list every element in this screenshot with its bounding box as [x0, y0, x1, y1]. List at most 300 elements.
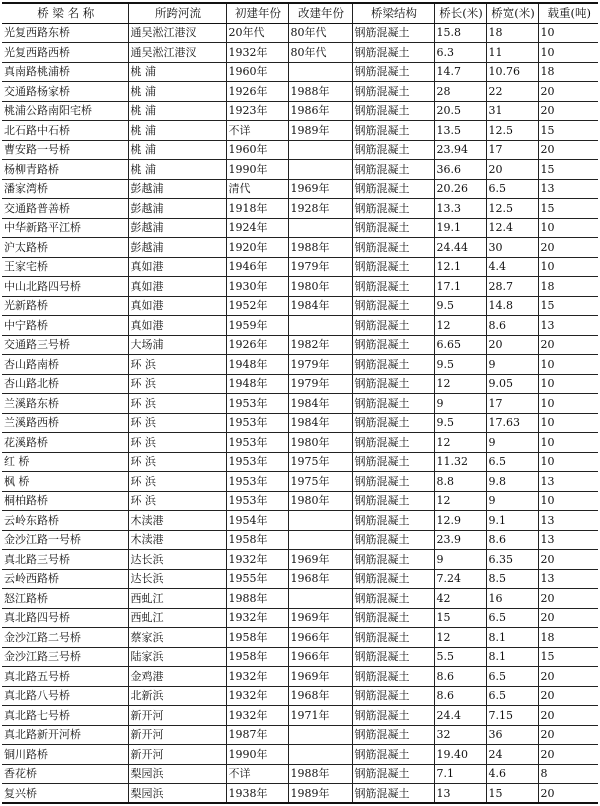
cell-bridge-name: 光新路桥 [2, 296, 128, 316]
header-width: 桥宽(米) [486, 3, 538, 23]
cell-rebuilt-year: 1989年 [288, 784, 352, 804]
cell-width: 6.5 [486, 667, 538, 687]
table-row [2, 335, 598, 355]
cell-structure: 钢筋混凝土 [352, 686, 434, 706]
cell-load: 20 [538, 101, 598, 121]
cell-length: 5.5 [434, 647, 486, 667]
cell-river: 木渎港 [128, 530, 226, 550]
cell-river: 真如港 [128, 296, 226, 316]
cell-length: 9.5 [434, 413, 486, 433]
cell-rebuilt-year: 1975年 [288, 452, 352, 472]
cell-river: 桃 浦 [128, 82, 226, 102]
cell-rebuilt-year: 1989年 [288, 121, 352, 141]
cell-load: 18 [538, 628, 598, 648]
table-row [2, 218, 598, 238]
table-row [2, 316, 598, 336]
cell-rebuilt-year: 1975年 [288, 472, 352, 492]
cell-rebuilt-year: 1988年 [288, 764, 352, 784]
cell-built-year: 1924年 [226, 218, 288, 238]
cell-river: 金鸡港 [128, 667, 226, 687]
table-row [2, 140, 598, 160]
bridge-table-page [2, 2, 598, 804]
cell-river: 真如港 [128, 257, 226, 277]
cell-bridge-name: 香花桥 [2, 764, 128, 784]
cell-rebuilt-year: 1968年 [288, 569, 352, 589]
cell-river: 陆家浜 [128, 647, 226, 667]
table-row [2, 530, 598, 550]
cell-structure: 钢筋混凝土 [352, 140, 434, 160]
cell-length: 28 [434, 82, 486, 102]
cell-bridge-name: 杨柳青路桥 [2, 160, 128, 180]
cell-bridge-name: 桐柏路桥 [2, 491, 128, 511]
cell-length: 12 [434, 374, 486, 394]
cell-built-year: 1960年 [226, 140, 288, 160]
cell-river: 西虬江 [128, 608, 226, 628]
cell-width: 8.6 [486, 316, 538, 336]
cell-river: 桃 浦 [128, 160, 226, 180]
cell-load: 13 [538, 511, 598, 531]
cell-bridge-name: 云岭东路桥 [2, 511, 128, 531]
table-row [2, 550, 598, 570]
table-row [2, 647, 598, 667]
cell-width: 17 [486, 394, 538, 414]
cell-load: 10 [538, 491, 598, 511]
table-row [2, 491, 598, 511]
cell-rebuilt-year: 1979年 [288, 355, 352, 375]
cell-rebuilt-year: 80年代 [288, 23, 352, 43]
cell-length: 7.1 [434, 764, 486, 784]
cell-bridge-name: 中山北路四号桥 [2, 277, 128, 297]
cell-river: 彭越浦 [128, 218, 226, 238]
cell-rebuilt-year: 1988年 [288, 82, 352, 102]
cell-structure: 钢筋混凝土 [352, 23, 434, 43]
table-row [2, 764, 598, 784]
cell-rebuilt-year [288, 316, 352, 336]
cell-structure: 钢筋混凝土 [352, 764, 434, 784]
cell-bridge-name: 北石路中石桥 [2, 121, 128, 141]
cell-load: 15 [538, 160, 598, 180]
table-row [2, 784, 598, 804]
cell-river: 桃 浦 [128, 62, 226, 82]
cell-load: 10 [538, 355, 598, 375]
cell-built-year: 1932年 [226, 550, 288, 570]
cell-bridge-name: 复兴桥 [2, 784, 128, 804]
cell-bridge-name: 真北路四号桥 [2, 608, 128, 628]
cell-load: 15 [538, 647, 598, 667]
cell-bridge-name: 真北路三号桥 [2, 550, 128, 570]
cell-length: 24.4 [434, 706, 486, 726]
cell-load: 15 [538, 296, 598, 316]
cell-river: 环 浜 [128, 452, 226, 472]
cell-length: 20.26 [434, 179, 486, 199]
cell-built-year: 1953年 [226, 394, 288, 414]
cell-built-year: 1932年 [226, 43, 288, 63]
cell-width: 15 [486, 784, 538, 804]
cell-structure: 钢筋混凝土 [352, 608, 434, 628]
cell-rebuilt-year: 1969年 [288, 608, 352, 628]
cell-rebuilt-year: 1986年 [288, 101, 352, 121]
cell-length: 13 [434, 784, 486, 804]
header-built-year: 初建年份 [226, 3, 288, 23]
cell-built-year: 1923年 [226, 101, 288, 121]
cell-width: 14.8 [486, 296, 538, 316]
cell-rebuilt-year: 1979年 [288, 257, 352, 277]
cell-length: 15.8 [434, 23, 486, 43]
cell-structure: 钢筋混凝土 [352, 745, 434, 765]
cell-structure: 钢筋混凝土 [352, 452, 434, 472]
cell-bridge-name: 桃浦公路南阳宅桥 [2, 101, 128, 121]
cell-bridge-name: 真北路七号桥 [2, 706, 128, 726]
cell-built-year: 不详 [226, 764, 288, 784]
cell-built-year: 1953年 [226, 413, 288, 433]
cell-built-year: 1990年 [226, 745, 288, 765]
cell-bridge-name: 金沙江路二号桥 [2, 628, 128, 648]
cell-built-year: 1953年 [226, 452, 288, 472]
cell-bridge-name: 中华新路平江桥 [2, 218, 128, 238]
cell-length: 13.3 [434, 199, 486, 219]
cell-structure: 钢筋混凝土 [352, 316, 434, 336]
cell-structure: 钢筋混凝土 [352, 647, 434, 667]
cell-length: 12.9 [434, 511, 486, 531]
cell-rebuilt-year: 1984年 [288, 394, 352, 414]
table-row [2, 257, 598, 277]
cell-built-year: 1926年 [226, 335, 288, 355]
cell-width: 8.6 [486, 530, 538, 550]
cell-rebuilt-year: 80年代 [288, 43, 352, 63]
cell-rebuilt-year [288, 725, 352, 745]
cell-structure: 钢筋混凝土 [352, 101, 434, 121]
cell-load: 13 [538, 530, 598, 550]
cell-bridge-name: 杏山路北桥 [2, 374, 128, 394]
cell-load: 15 [538, 121, 598, 141]
cell-built-year: 1930年 [226, 277, 288, 297]
cell-built-year: 1953年 [226, 491, 288, 511]
cell-rebuilt-year: 1984年 [288, 296, 352, 316]
cell-structure: 钢筋混凝土 [352, 179, 434, 199]
cell-river: 梨园浜 [128, 764, 226, 784]
table-row [2, 667, 598, 687]
cell-structure: 钢筋混凝土 [352, 335, 434, 355]
cell-length: 32 [434, 725, 486, 745]
cell-river: 达长浜 [128, 550, 226, 570]
cell-built-year: 1987年 [226, 725, 288, 745]
cell-load: 20 [538, 725, 598, 745]
cell-bridge-name: 怒江路桥 [2, 589, 128, 609]
cell-structure: 钢筋混凝土 [352, 121, 434, 141]
cell-load: 10 [538, 433, 598, 453]
cell-built-year: 1948年 [226, 355, 288, 375]
cell-river: 桃 浦 [128, 140, 226, 160]
cell-built-year: 1953年 [226, 472, 288, 492]
table-row [2, 511, 598, 531]
header-rebuilt-year: 改建年份 [288, 3, 352, 23]
cell-load: 20 [538, 686, 598, 706]
header-structure: 桥梁结构 [352, 3, 434, 23]
cell-length: 14.7 [434, 62, 486, 82]
cell-structure: 钢筋混凝土 [352, 628, 434, 648]
cell-load: 10 [538, 394, 598, 414]
table-row [2, 569, 598, 589]
cell-load: 18 [538, 277, 598, 297]
cell-load: 20 [538, 784, 598, 804]
cell-structure: 钢筋混凝土 [352, 257, 434, 277]
cell-width: 24 [486, 745, 538, 765]
cell-load: 20 [538, 550, 598, 570]
cell-bridge-name: 兰溪路西桥 [2, 413, 128, 433]
cell-width: 20 [486, 160, 538, 180]
cell-rebuilt-year: 1980年 [288, 277, 352, 297]
cell-river: 北新浜 [128, 686, 226, 706]
cell-bridge-name: 交通路杨家桥 [2, 82, 128, 102]
cell-load: 15 [538, 199, 598, 219]
table-header [2, 3, 598, 23]
cell-structure: 钢筋混凝土 [352, 355, 434, 375]
cell-structure: 钢筋混凝土 [352, 472, 434, 492]
table-row [2, 745, 598, 765]
cell-structure: 钢筋混凝土 [352, 725, 434, 745]
cell-built-year: 清代 [226, 179, 288, 199]
table-row [2, 296, 598, 316]
cell-width: 22 [486, 82, 538, 102]
cell-built-year: 1938年 [226, 784, 288, 804]
table-row [2, 706, 598, 726]
cell-length: 12 [434, 316, 486, 336]
cell-length: 9.5 [434, 296, 486, 316]
table-row [2, 23, 598, 43]
cell-bridge-name: 云岭西路桥 [2, 569, 128, 589]
cell-structure: 钢筋混凝土 [352, 277, 434, 297]
cell-structure: 钢筋混凝土 [352, 238, 434, 258]
cell-bridge-name: 曹安路一号桥 [2, 140, 128, 160]
table-row [2, 589, 598, 609]
cell-structure: 钢筋混凝土 [352, 394, 434, 414]
cell-built-year: 1960年 [226, 62, 288, 82]
cell-load: 10 [538, 23, 598, 43]
cell-load: 13 [538, 569, 598, 589]
cell-structure: 钢筋混凝土 [352, 199, 434, 219]
cell-load: 10 [538, 413, 598, 433]
cell-length: 9 [434, 550, 486, 570]
cell-river: 桃 浦 [128, 121, 226, 141]
cell-width: 11 [486, 43, 538, 63]
cell-load: 10 [538, 452, 598, 472]
table-row [2, 686, 598, 706]
cell-structure: 钢筋混凝土 [352, 667, 434, 687]
cell-river: 彭越浦 [128, 199, 226, 219]
cell-length: 11.32 [434, 452, 486, 472]
cell-river: 真如港 [128, 316, 226, 336]
cell-river: 木渎港 [128, 511, 226, 531]
cell-bridge-name: 真北路新开河桥 [2, 725, 128, 745]
cell-load: 13 [538, 179, 598, 199]
cell-river: 西虬江 [128, 589, 226, 609]
cell-width: 28.7 [486, 277, 538, 297]
table-row [2, 62, 598, 82]
cell-structure: 钢筋混凝土 [352, 82, 434, 102]
cell-width: 8.1 [486, 628, 538, 648]
cell-built-year: 1954年 [226, 511, 288, 531]
cell-width: 12.5 [486, 199, 538, 219]
cell-bridge-name: 光复西路东桥 [2, 23, 128, 43]
cell-rebuilt-year: 1971年 [288, 706, 352, 726]
cell-width: 6.5 [486, 179, 538, 199]
cell-length: 23.9 [434, 530, 486, 550]
cell-load: 20 [538, 335, 598, 355]
cell-length: 9.5 [434, 355, 486, 375]
table-row [2, 374, 598, 394]
cell-width: 30 [486, 238, 538, 258]
cell-rebuilt-year: 1979年 [288, 374, 352, 394]
cell-built-year: 1958年 [226, 530, 288, 550]
cell-structure: 钢筋混凝土 [352, 43, 434, 63]
table-row [2, 43, 598, 63]
cell-built-year: 1990年 [226, 160, 288, 180]
cell-structure: 钢筋混凝土 [352, 218, 434, 238]
cell-rebuilt-year: 1988年 [288, 238, 352, 258]
cell-built-year: 1959年 [226, 316, 288, 336]
cell-width: 9 [486, 491, 538, 511]
table-row [2, 452, 598, 472]
cell-rebuilt-year: 1984年 [288, 413, 352, 433]
cell-river: 环 浜 [128, 374, 226, 394]
cell-river: 彭越浦 [128, 179, 226, 199]
cell-structure: 钢筋混凝土 [352, 784, 434, 804]
cell-rebuilt-year [288, 511, 352, 531]
cell-river: 蔡家浜 [128, 628, 226, 648]
cell-width: 9.8 [486, 472, 538, 492]
cell-length: 17.1 [434, 277, 486, 297]
cell-bridge-name: 枫 桥 [2, 472, 128, 492]
cell-load: 20 [538, 745, 598, 765]
cell-length: 20.5 [434, 101, 486, 121]
table-body [2, 23, 598, 803]
cell-structure: 钢筋混凝土 [352, 589, 434, 609]
table-row [2, 413, 598, 433]
cell-load: 8 [538, 764, 598, 784]
cell-built-year: 不详 [226, 121, 288, 141]
cell-river: 环 浜 [128, 472, 226, 492]
cell-load: 20 [538, 238, 598, 258]
cell-width: 17.63 [486, 413, 538, 433]
cell-width: 9.05 [486, 374, 538, 394]
cell-structure: 钢筋混凝土 [352, 550, 434, 570]
cell-structure: 钢筋混凝土 [352, 296, 434, 316]
cell-width: 9 [486, 355, 538, 375]
cell-load: 10 [538, 257, 598, 277]
header-river: 所跨河流 [128, 3, 226, 23]
cell-load: 20 [538, 608, 598, 628]
cell-river: 新开河 [128, 725, 226, 745]
bridge-table [2, 2, 598, 804]
cell-rebuilt-year [288, 530, 352, 550]
cell-bridge-name: 真北路八号桥 [2, 686, 128, 706]
cell-bridge-name: 真北路五号桥 [2, 667, 128, 687]
cell-rebuilt-year [288, 140, 352, 160]
table-row [2, 394, 598, 414]
cell-built-year: 1958年 [226, 628, 288, 648]
cell-length: 13.5 [434, 121, 486, 141]
cell-structure: 钢筋混凝土 [352, 160, 434, 180]
cell-rebuilt-year [288, 160, 352, 180]
cell-bridge-name: 光复西路西桥 [2, 43, 128, 63]
cell-built-year: 1955年 [226, 569, 288, 589]
table-row [2, 238, 598, 258]
cell-width: 6.5 [486, 452, 538, 472]
cell-load: 10 [538, 218, 598, 238]
cell-width: 6.5 [486, 608, 538, 628]
table-row [2, 433, 598, 453]
cell-rebuilt-year [288, 218, 352, 238]
cell-width: 17 [486, 140, 538, 160]
cell-river: 通吴淞江港汊 [128, 23, 226, 43]
cell-length: 19.40 [434, 745, 486, 765]
cell-width: 6.5 [486, 686, 538, 706]
cell-length: 36.6 [434, 160, 486, 180]
table-row [2, 121, 598, 141]
header-row [2, 3, 598, 23]
cell-built-year: 1988年 [226, 589, 288, 609]
cell-width: 6.35 [486, 550, 538, 570]
cell-width: 9 [486, 433, 538, 453]
cell-width: 20 [486, 335, 538, 355]
cell-bridge-name: 花溪路桥 [2, 433, 128, 453]
cell-width: 36 [486, 725, 538, 745]
header-load: 载重(吨) [538, 3, 598, 23]
cell-length: 7.24 [434, 569, 486, 589]
cell-bridge-name: 潘家湾桥 [2, 179, 128, 199]
cell-bridge-name: 交通路普善桥 [2, 199, 128, 219]
cell-rebuilt-year: 1969年 [288, 179, 352, 199]
cell-river: 环 浜 [128, 491, 226, 511]
cell-bridge-name: 王家宅桥 [2, 257, 128, 277]
cell-load: 10 [538, 374, 598, 394]
cell-length: 8.6 [434, 667, 486, 687]
table-row [2, 199, 598, 219]
cell-built-year: 1952年 [226, 296, 288, 316]
cell-length: 42 [434, 589, 486, 609]
header-bridge-name: 桥 梁 名 称 [2, 3, 128, 23]
cell-rebuilt-year: 1969年 [288, 667, 352, 687]
cell-river: 达长浜 [128, 569, 226, 589]
cell-length: 23.94 [434, 140, 486, 160]
cell-length: 8.8 [434, 472, 486, 492]
cell-river: 新开河 [128, 706, 226, 726]
cell-load: 13 [538, 472, 598, 492]
cell-built-year: 1946年 [226, 257, 288, 277]
cell-load: 20 [538, 589, 598, 609]
cell-structure: 钢筋混凝土 [352, 706, 434, 726]
cell-rebuilt-year: 1980年 [288, 491, 352, 511]
cell-structure: 钢筋混凝土 [352, 433, 434, 453]
cell-length: 15 [434, 608, 486, 628]
cell-length: 9 [434, 394, 486, 414]
cell-river: 环 浜 [128, 413, 226, 433]
table-row [2, 608, 598, 628]
table-row [2, 725, 598, 745]
cell-width: 16 [486, 589, 538, 609]
cell-length: 12 [434, 628, 486, 648]
table-row [2, 472, 598, 492]
table-row [2, 277, 598, 297]
cell-length: 12 [434, 433, 486, 453]
cell-structure: 钢筋混凝土 [352, 374, 434, 394]
cell-width: 7.15 [486, 706, 538, 726]
cell-length: 8.6 [434, 686, 486, 706]
cell-built-year: 1932年 [226, 706, 288, 726]
cell-load: 20 [538, 706, 598, 726]
cell-built-year: 20年代 [226, 23, 288, 43]
cell-bridge-name: 兰溪路东桥 [2, 394, 128, 414]
